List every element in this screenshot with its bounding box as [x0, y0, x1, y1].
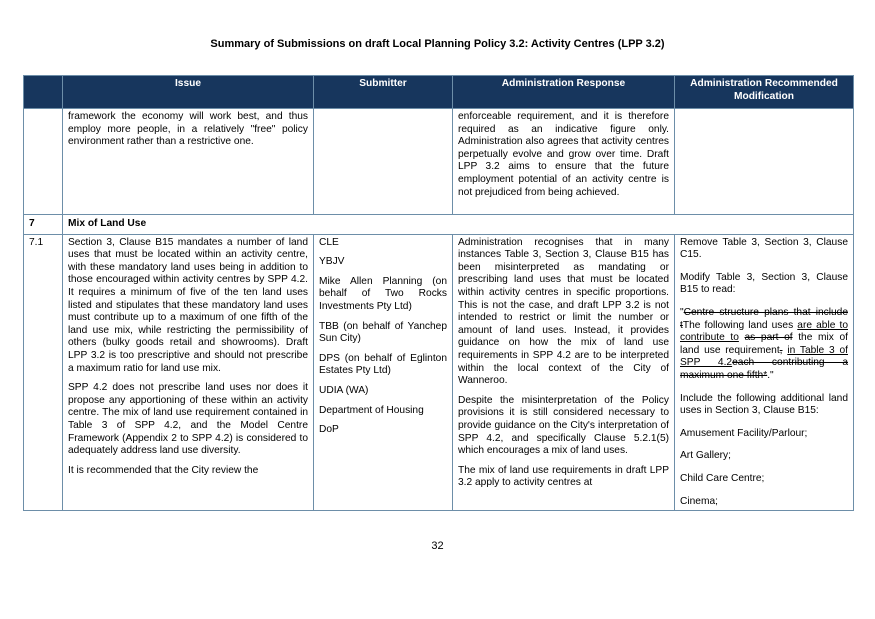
section-label: Mix of Land Use	[63, 215, 854, 235]
cont-response: enforceable requirement, and it is therefore required as an indicative figure only. Administration also agrees that activity centres perpetually evolve and grow over time. Draft LPP 3.2 aims to ensure that the future employment potential of an activity centre is not prejudiced from being achieved.	[453, 109, 675, 215]
response-paragraph: The mix of land use requirements in draft LPP 3.2 apply to activity centres at	[458, 464, 669, 489]
submitter: DPS (on behalf of Eglinton Estates Pty Ltd)	[319, 352, 447, 377]
deleted-text: Centre structure plans that include t	[680, 306, 848, 331]
mod-remove: Remove Table 3, Section 3, Clause C15.	[680, 236, 848, 261]
cont-issue: framework the economy will work best, and thus employ more people, in a relatively "free" policy environment rather than a restrictive one.	[63, 109, 314, 215]
page-number: 32	[431, 540, 444, 552]
submitter: CLE	[319, 236, 339, 248]
mod-quote: "Centre structure plans that include tThe following land uses are able to contribute to as part of the mix of land use requirement, in Table 3 of SPP 4.2each contributing a maximum one fifth*."	[680, 306, 848, 381]
table-row	[24, 234, 854, 511]
deleted-text: as part of	[744, 332, 793, 344]
submitter: Department of Housing	[319, 404, 424, 416]
row-response	[453, 234, 675, 511]
deleted-text: ,	[779, 344, 783, 356]
header-response: Administration Response	[453, 76, 675, 109]
header-num	[24, 76, 63, 109]
header-submitter: Submitter	[314, 76, 453, 109]
deleted-text: each contributing a maximum one fifth*	[680, 357, 848, 381]
inserted-text: are able to contribute to	[680, 319, 848, 344]
inserted-text: in Table 3 of SPP 4.2	[680, 344, 848, 369]
land-use-item: Amusement Facility/Parlour;	[680, 427, 808, 439]
table-row-continued	[24, 109, 854, 215]
document-title: Summary of Submissions on draft Local Planning Policy 3.2: Activity Centres (LPP 3.2)	[210, 38, 665, 50]
issue-paragraph: It is recommended that the City review the	[68, 464, 259, 476]
submitter: Mike Allen Planning (on behalf of Two Rocks Investments Pty Ltd)	[319, 275, 447, 312]
header-issue: Issue	[63, 76, 314, 109]
response-paragraph: Administration recognises that in many instances Table 3, Section 3, Clause B15 has been misinterpreted as mandating or prescribing land uses that must be located within activity centres in specific proportions. This is not the case, and draft LPP 3.2 is not intended to restrict or limit the number or amount of land uses. Instead, it provides guidance on how the mix of land use requirements in SPP 4.2 are to be interpreted within the local context of the City of Wanneroo.	[458, 236, 669, 387]
land-use-item: Cinema;	[680, 495, 718, 507]
row-modification	[675, 234, 854, 511]
response-paragraph: Despite the misinterpretation of the Policy provisions it is still considered necessary to provide guidance on the City's interpretation of SPP 4.2, and specifically Clause 5.2.1(5) which encourages a mix of land uses.	[458, 394, 669, 457]
row-number: 7.1	[24, 234, 63, 511]
issue-paragraph: SPP 4.2 does not prescribe land uses nor does it propose any apportioning of these within an activity centre. The mix of land use requirement contained in Table 3 of SPP 4.2, and the Model Centre Framework (Appendix 2 to SPP 4.2) is considered to adequately address land use diversity.	[68, 382, 308, 457]
row-issue	[63, 234, 314, 511]
submitter: DoP	[319, 424, 339, 436]
submitter: TBB (on behalf of Yanchep Sun City)	[319, 320, 447, 345]
table-header-row	[24, 76, 854, 109]
land-use-item: Child Care Centre;	[680, 472, 765, 484]
row-submitters	[314, 234, 453, 511]
header-modification: Administration Recommended Modification	[675, 76, 854, 109]
submissions-table	[23, 75, 854, 511]
section-row	[24, 215, 854, 235]
land-use-item: Art Gallery;	[680, 450, 731, 462]
submitter: YBJV	[319, 256, 345, 268]
issue-paragraph: Section 3, Clause B15 mandates a number of land uses that must be located within an activity centre, with these mandatory land uses being in addition to those encouraged within activity centres by SPP 4.2. It requires a minimum of five of the ten land uses listed and stipulates that these mandatory land uses must contribute up to a maximum of one fifth of the land use mix, while restricting the permissibility of others (bulky goods retail and showrooms). Draft LPP 3.2 is too prescriptive and should not prescribe a maximum ratio for land use mix.	[68, 236, 308, 374]
submitter: UDIA (WA)	[319, 384, 369, 396]
section-number: 7	[24, 215, 63, 235]
mod-include: Include the following additional land uses in Section 3, Clause B15:	[680, 392, 848, 417]
mod-modify: Modify Table 3, Section 3, Clause B15 to read:	[680, 271, 848, 296]
